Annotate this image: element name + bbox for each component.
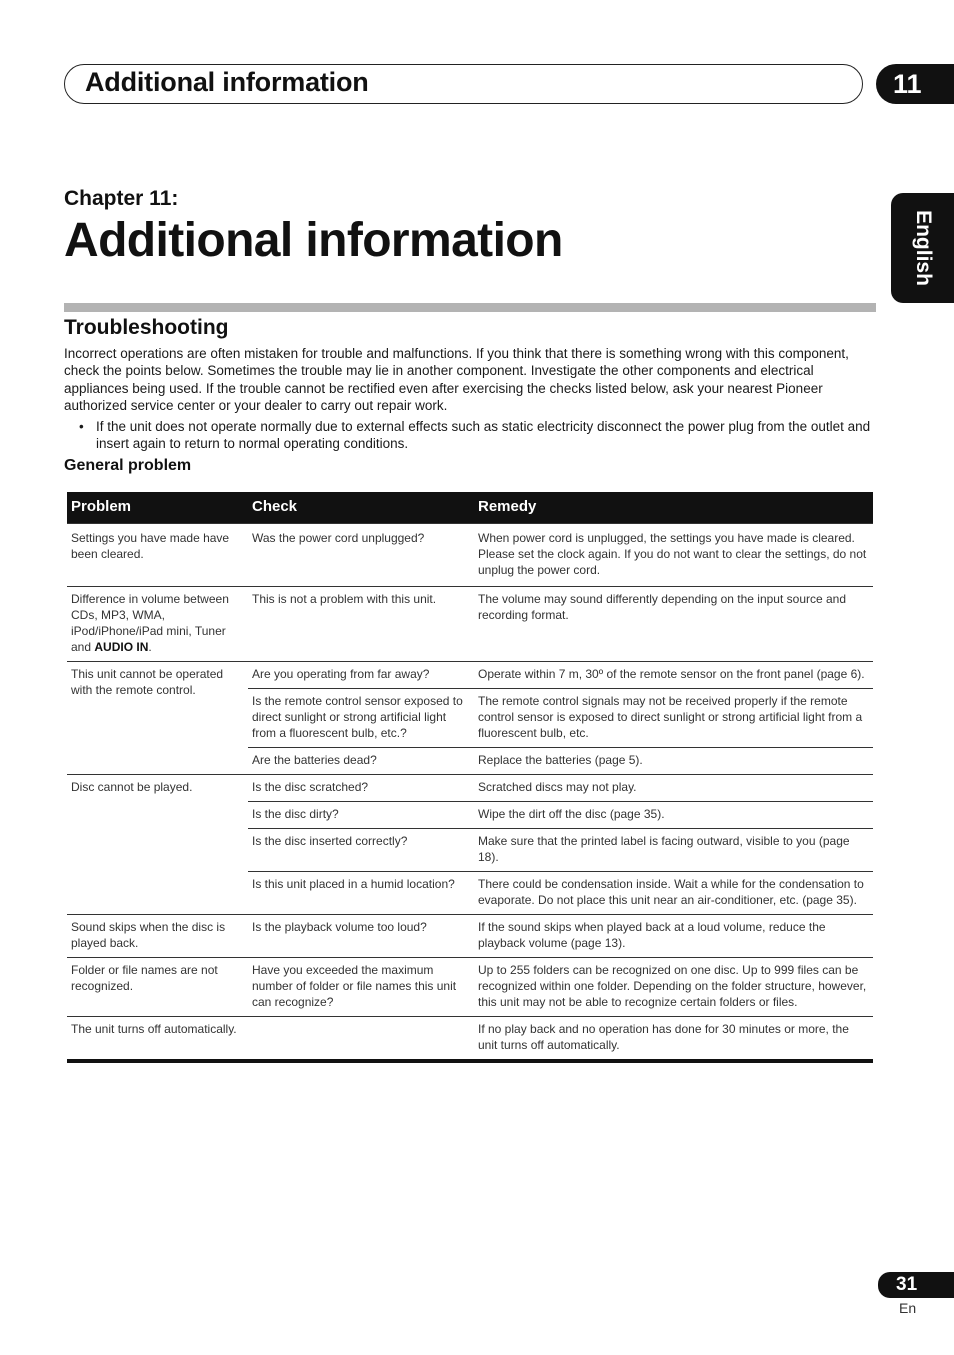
remedy-cell: Up to 255 folders can be recognized on one disc. Up to 999 files can be recognized within one folder. Depending on the folder structure, however, this unit may not be able to recognize certain folders or files. [474,957,873,1016]
language-tab-label: English [911,210,935,286]
remedy-cell: If the sound skips when played back at a loud volume, reduce the playback volume (page 13). [474,914,873,957]
check-cell: Is the playback volume too loud? [248,914,474,957]
remedy-cell: Make sure that the printed label is facing outward, visible to you (page 18). [474,828,873,871]
problem-cell: Settings you have made have been cleared. [67,523,248,586]
problem-cell: Folder or file names are not recognized. [67,957,248,1016]
header-chapter-number: 11 [876,64,954,104]
table-row [67,957,873,1016]
check-cell: Are you operating from far away? [248,661,474,688]
remedy-cell: Replace the batteries (page 5). [474,747,873,774]
check-cell: Is the disc scratched? [248,774,474,801]
troubleshooting-table [67,492,873,1063]
remedy-cell: When power cord is unplugged, the settings you have made is cleared. Please set the clock again. If you do not want to clear the settings, do not unplug the power cord. [474,523,873,586]
bullet-text: If the unit does not operate normally due to external effects such as static electricity disconnect the power plug from the outlet and insert again to return to normal operating conditions. [96,419,871,452]
section-title: Troubleshooting [64,316,229,339]
bullet-item [64,418,876,453]
remedy-cell: Wipe the dirt off the disc (page 35). [474,801,873,828]
table-row [67,586,873,661]
column-header-check: Check [248,492,474,523]
problem-cell: Sound skips when the disc is played back. [67,914,248,957]
check-cell: Is the disc dirty? [248,801,474,828]
check-cell [248,1016,474,1061]
audio-in-label: AUDIO IN [94,639,149,654]
remedy-cell: If no play back and no operation has done for 30 minutes or more, the unit turns off automatically. [474,1016,873,1061]
problem-cell: This unit cannot be operated with the remote control. [67,661,248,774]
table-row [67,774,873,801]
check-cell: Are the batteries dead? [248,747,474,774]
problem-cell: Difference in volume between CDs, MP3, WMA, iPod/iPhone/iPad mini, Tuner and AUDIO IN. [67,586,248,661]
intro-paragraph: Incorrect operations are often mistaken for trouble and malfunctions. If you think that there is something wrong with this component, check the points below. Sometimes the trouble may lie in another component. Investigate the other components and electrical appliances being used. If the trouble cannot be rectified even after exercising the checks listed below, ask your nearest Pioneer authorized service center or your dealer to carry out repair work. [64,346,849,413]
check-cell: Have you exceeded the maximum number of folder or file names this unit can recognize? [248,957,474,1016]
check-cell: Is the disc inserted correctly? [248,828,474,871]
remedy-cell: There could be condensation inside. Wait a while for the condensation to evaporate. Do not place this unit near an air-conditioner, etc. (page 35). [474,871,873,914]
chapter-label: Chapter 11: [64,187,179,210]
check-cell: Is the remote control sensor exposed to direct sunlight or strong artificial light from a fluorescent bulb, etc.? [248,688,474,747]
column-header-remedy: Remedy [474,492,873,523]
page-number: 31 [878,1272,954,1298]
table-row [67,1016,873,1061]
bullet-mark: • [79,419,84,434]
table-row [67,914,873,957]
header-bar [64,64,863,104]
check-cell: This is not a problem with this unit. [248,586,474,661]
remedy-cell: The volume may sound differently depending on the input source and recording format. [474,586,873,661]
check-cell: Was the power cord unplugged? [248,523,474,586]
problem-cell: Disc cannot be played. [67,774,248,914]
subsection-title: General problem [64,457,192,474]
remedy-cell: Operate within 7 m, 30º of the remote sensor on the front panel (page 6). [474,661,873,688]
table-row [67,523,873,586]
column-header-problem: Problem [67,492,248,523]
table-row [67,661,873,688]
check-cell: Is this unit placed in a humid location? [248,871,474,914]
page-language-code: En [899,1300,917,1316]
table-header-row [67,492,873,523]
language-tab [891,193,954,303]
remedy-cell: The remote control signals may not be received properly if the remote control sensor is exposed to direct sunlight or strong artificial light from a fluorescent bulb, etc. [474,688,873,747]
chapter-title: Additional information [64,214,563,267]
header-title: Additional information [85,67,369,97]
problem-cell: The unit turns off automatically. [67,1016,248,1061]
section-divider [64,303,876,312]
remedy-cell: Scratched discs may not play. [474,774,873,801]
